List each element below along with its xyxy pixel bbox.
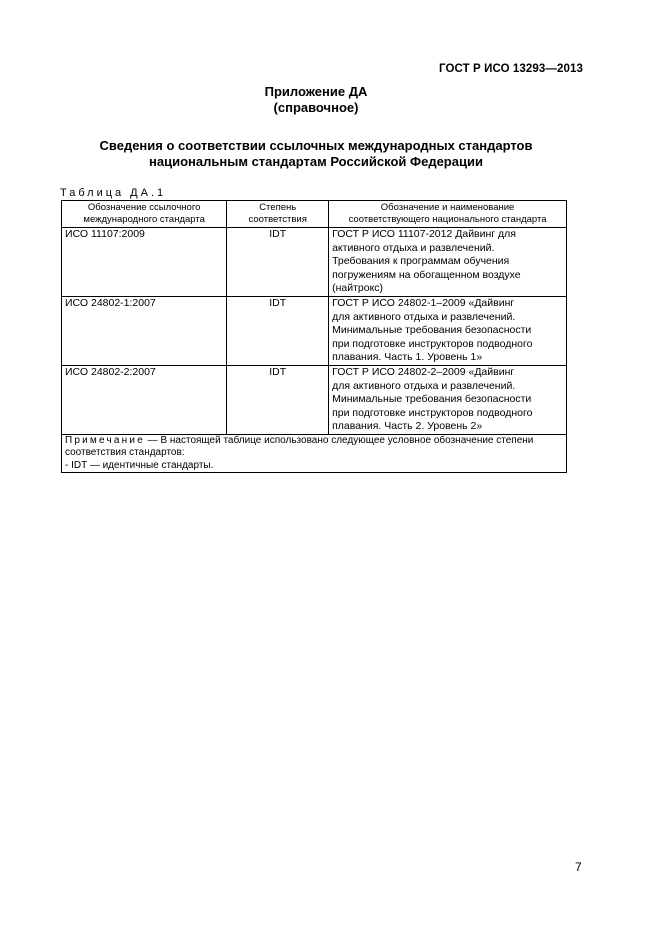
appendix-subtitle: (справочное) [273,100,359,115]
table-header-row [62,201,567,228]
section-title-line-2: национальным стандартам Российской Федерации [149,154,483,169]
note-line-1 [65,435,563,448]
cell-line: ГОСТ Р ИСО 11107-2012 Дайвинг для [332,228,516,240]
table-caption: Таблица ДА.1 [60,187,167,199]
cell-line: Минимальные требования безопасности [332,393,532,406]
header-text: соответствия [248,213,307,225]
header-text: Обозначение ссылочного [87,202,201,213]
header-text: Обозначение и наименование [380,202,515,213]
cell-line: погружениям на обогащенном воздухе [332,268,521,281]
header-national-standard [329,201,567,228]
appendix-title: Приложение ДА [264,84,368,99]
cell-line: при подготовке инструкторов подводного [332,337,533,350]
cell-line: (найтрокс) [332,282,384,295]
page-number: 7 [575,860,582,874]
section-title-line-1: Сведения о соответствии ссылочных международных стандартов [99,138,533,153]
cell-line: ГОСТ Р ИСО 24802-2–2009 «Дайвинг [332,365,515,378]
cell-international-standard: ИСО 24802-2:2007 [62,365,227,434]
header-text: международного стандарта [83,213,205,225]
cell-national-standard [329,296,567,365]
header-text: Степень [259,202,297,213]
cell-national-standard [329,365,567,434]
cell-national-standard [329,228,567,297]
note-text: — В настоящей таблице использовано следующее условное обозначение степени [144,434,534,446]
cell-line: для активного отдыха и развлечений. [332,379,516,392]
cell-degree: IDT [227,296,329,365]
document-code: ГОСТ Р ИСО 13293—2013 [438,63,583,75]
table-note-row [62,434,567,473]
cell-line: активного отдыха и развлечений. [332,241,495,254]
table-row [62,228,567,297]
appendix-heading [0,84,632,116]
cell-international-standard: ИСО 24802-1:2007 [62,296,227,365]
header-international-standard [62,201,227,228]
table-row [62,296,567,365]
note-line-3: - IDT — идентичные стандарты. [65,459,214,471]
cell-degree: IDT [227,228,329,297]
note-label: Примечание [65,434,145,446]
note-line-2: соответствия стандартов: [65,447,185,459]
cell-line: плавания. Часть 1. Уровень 1» [332,351,483,364]
table-row [62,365,567,434]
cell-line: плавания. Часть 2. Уровень 2» [332,420,483,433]
cell-line: ГОСТ Р ИСО 24802-1–2009 «Дайвинг [332,296,515,309]
header-degree [227,201,329,228]
cell-international-standard: ИСО 11107:2009 [62,228,227,297]
cell-line: для активного отдыха и развлечений. [332,310,516,323]
section-title [0,138,632,170]
cell-degree: IDT [227,365,329,434]
correspondence-table [61,200,567,473]
cell-line: при подготовке инструкторов подводного [332,406,533,419]
cell-line: Требования к программам обучения [332,255,510,268]
table-note [62,434,567,473]
header-text: соответствующего национального стандарта [348,213,547,225]
cell-line: Минимальные требования безопасности [332,324,532,337]
